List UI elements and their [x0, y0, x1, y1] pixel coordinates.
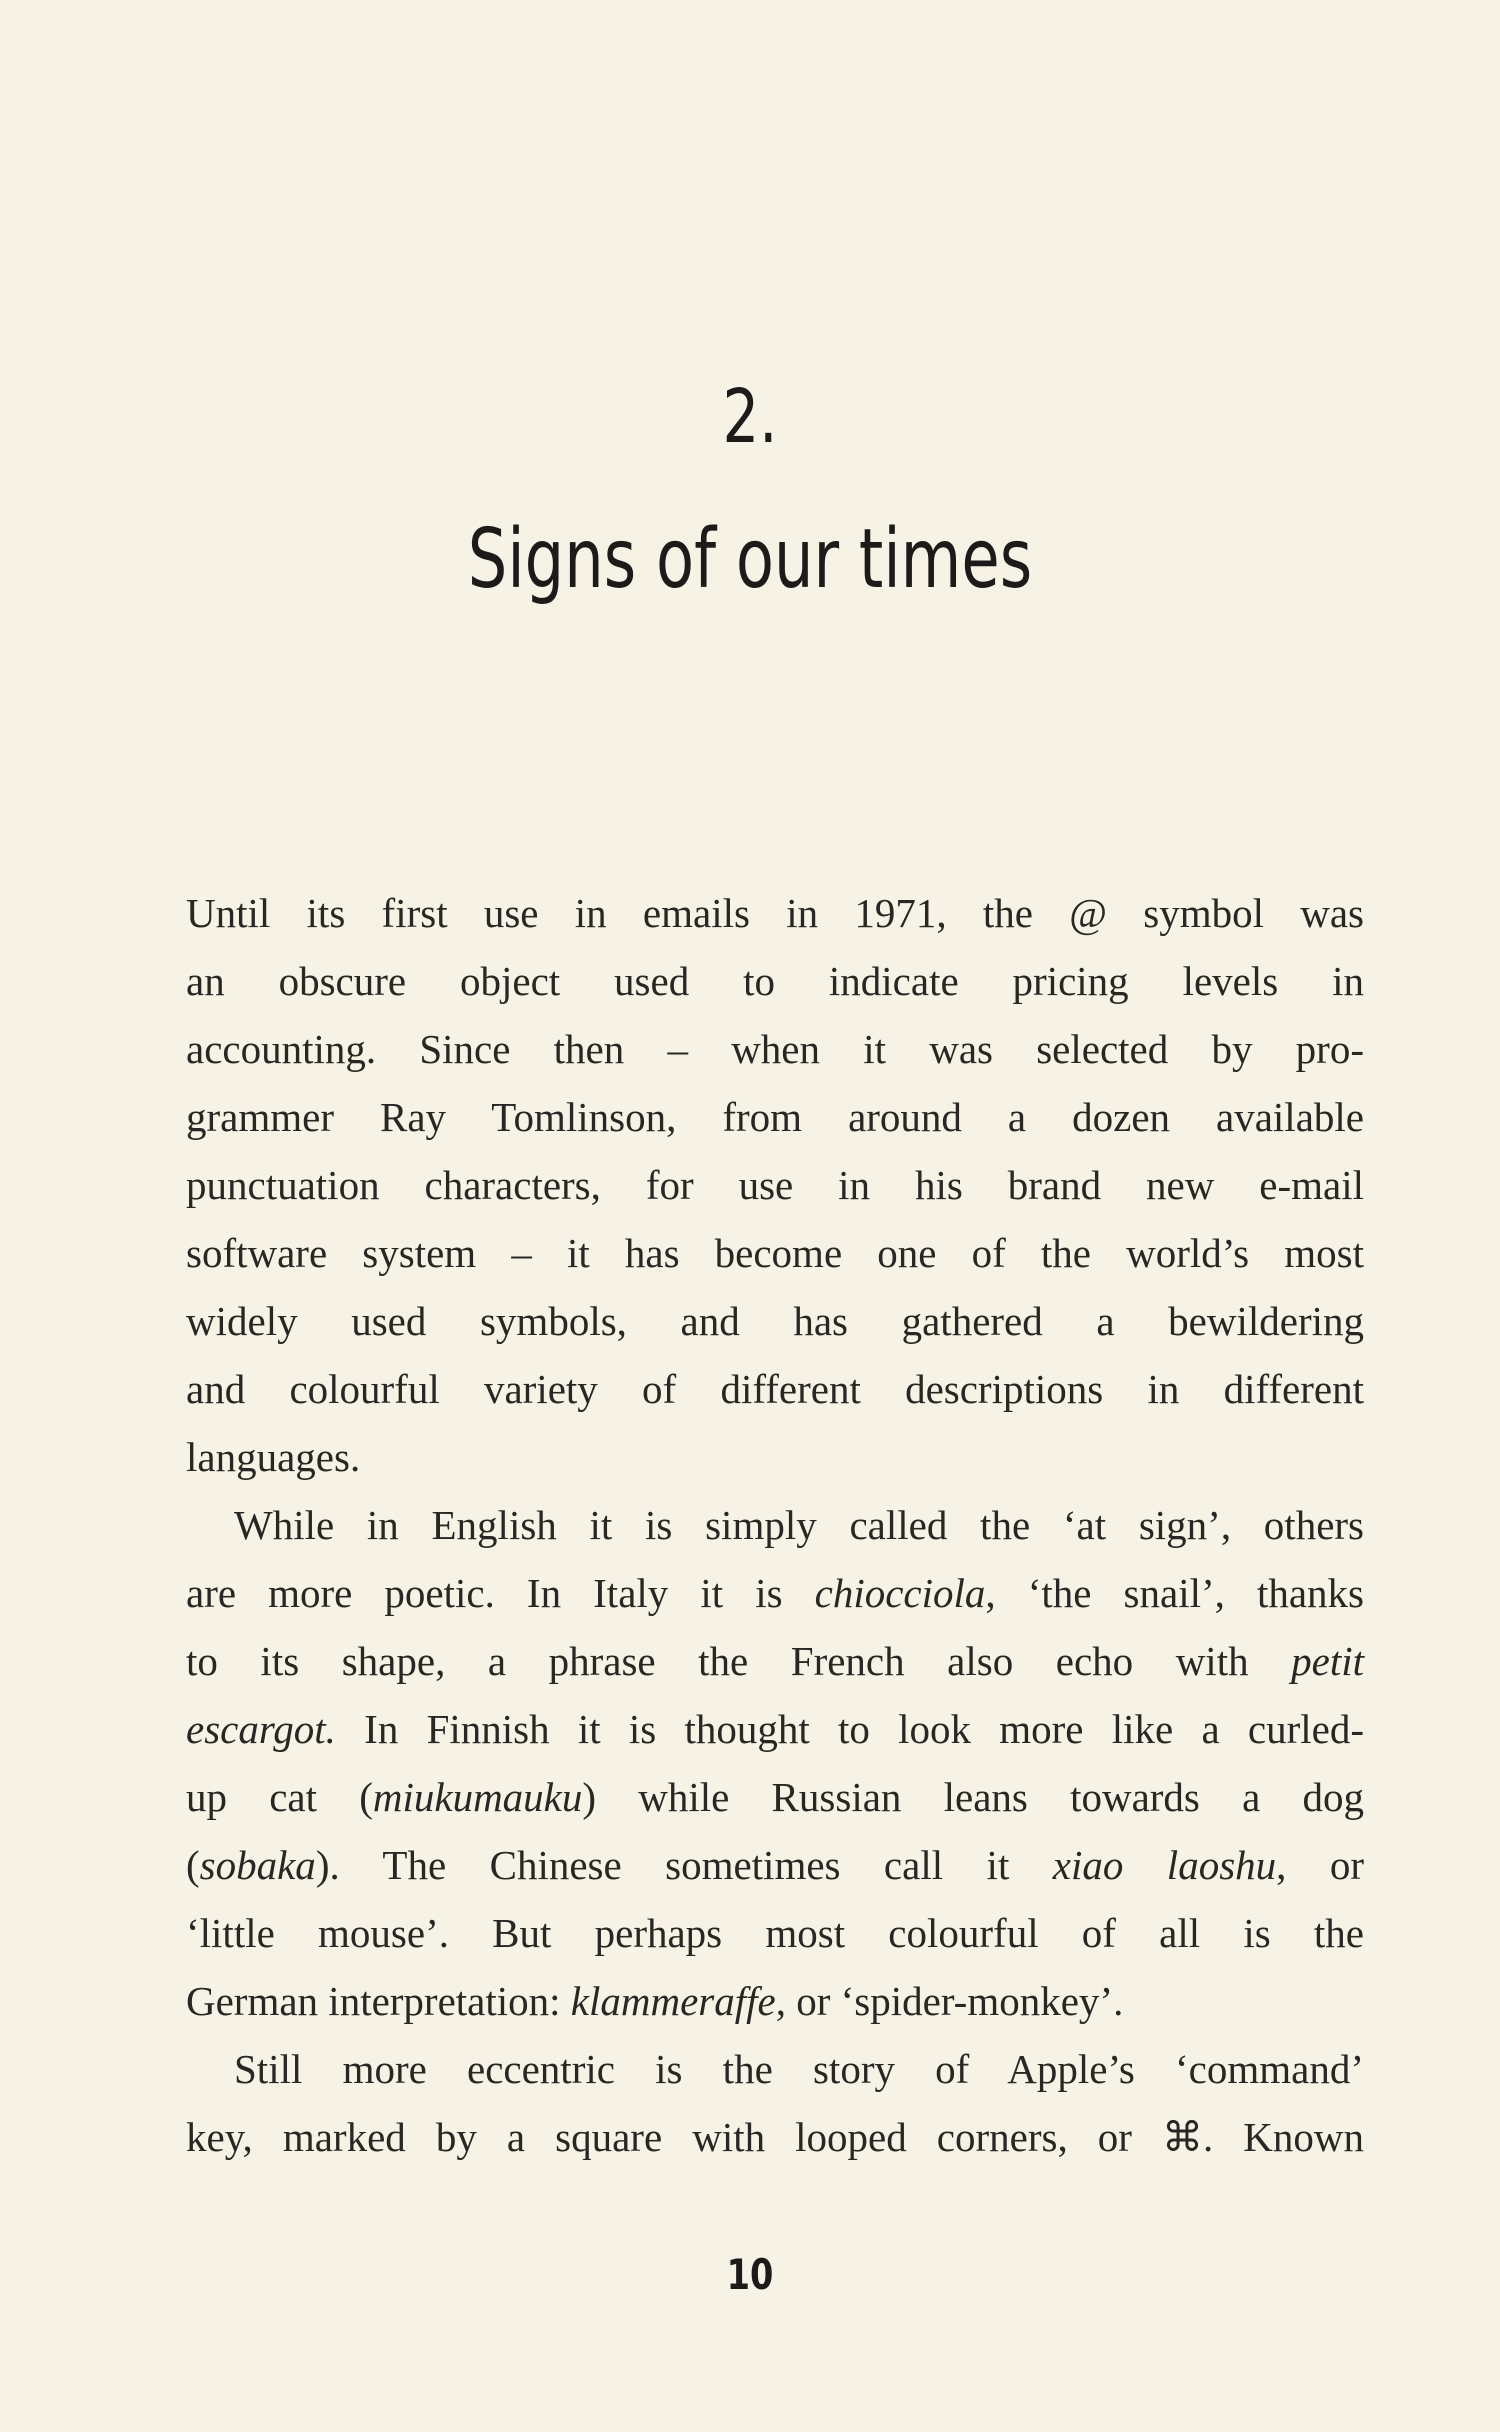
page-number: 10	[726, 2250, 774, 2299]
text-line: ‘little mouse’. But perhaps most colourful of all is the	[186, 1910, 1364, 1956]
text-line: While in English it is simply called the ‘at sign’, others	[234, 1502, 1364, 1548]
italic-term: escargot.	[186, 1706, 336, 1752]
text-line: an obscure object used to indicate pricing levels in	[186, 958, 1364, 1004]
chapter-title: Signs of our times	[467, 512, 1033, 607]
chapter-number: 2.	[722, 374, 778, 460]
text-line: punctuation characters, for use in his brand new e-mail	[186, 1162, 1364, 1208]
text-line: Until its first use in emails in 1971, the @ symbol was	[186, 890, 1364, 936]
text-line: grammer Ray Tomlinson, from around a dozen available	[186, 1094, 1364, 1140]
text-line: to its shape, a phrase the French also echo with petit	[186, 1638, 1364, 1684]
text-line: (sobaka). The Chinese sometimes call it xiao laoshu, or	[186, 1842, 1364, 1888]
paragraph	[186, 879, 1364, 1491]
italic-term: xiao laoshu	[1052, 1842, 1277, 1888]
text-line: and colourful variety of different descriptions in different	[186, 1366, 1364, 1412]
text-line: Still more eccentric is the story of Apple’s ‘command’	[234, 2046, 1364, 2092]
paragraph	[186, 2035, 1364, 2171]
italic-term: sobaka	[199, 1842, 316, 1888]
text-line: German interpretation: klammeraffe, or ‘spider-monkey’.	[186, 1978, 1124, 2024]
text-line: key, marked by a square with looped corners, or ⌘. Known	[186, 2114, 1364, 2160]
text-line: escargot. In Finnish it is thought to look more like a curled-	[186, 1706, 1364, 1752]
text-line: widely used symbols, and has gathered a bewildering	[186, 1298, 1364, 1344]
italic-term: klammeraffe	[570, 1978, 776, 2024]
italic-term: petit	[1291, 1638, 1364, 1684]
italic-term: miukumauku	[372, 1774, 583, 1820]
paragraph	[186, 1491, 1364, 2035]
body-text	[186, 879, 1364, 2171]
italic-term: chiocciola	[814, 1570, 986, 1616]
text-line: accounting. Since then – when it was selected by pro-	[186, 1026, 1364, 1072]
text-line: languages.	[186, 1434, 361, 1480]
text-line: are more poetic. In Italy it is chiocciola, ‘the snail’, thanks	[186, 1570, 1364, 1616]
text-line: software system – it has become one of the world’s most	[186, 1230, 1364, 1276]
text-line: up cat (miukumauku) while Russian leans towards a dog	[186, 1774, 1364, 1820]
